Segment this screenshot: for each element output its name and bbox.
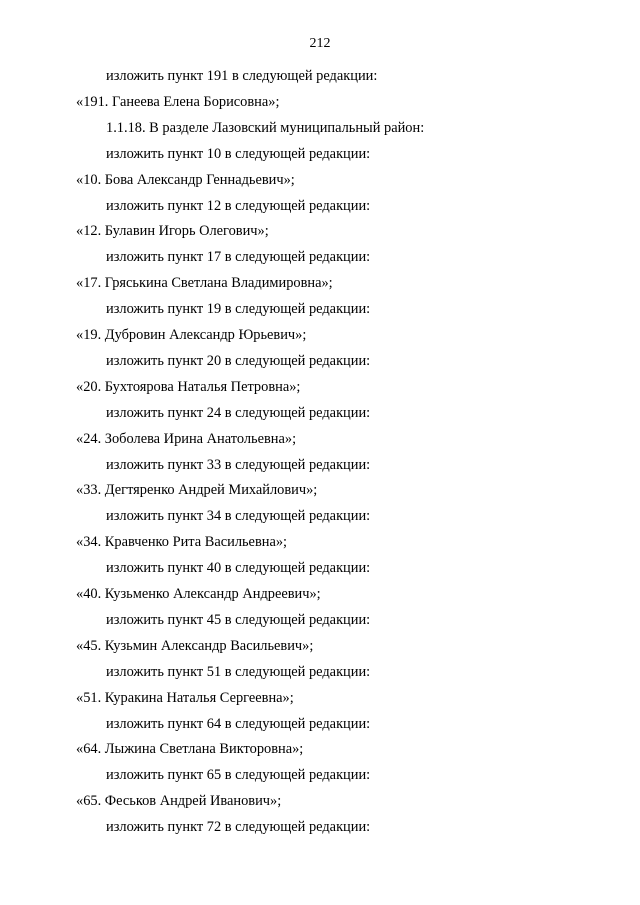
instruction-line: изложить пункт 20 в следующей редакции: xyxy=(106,352,371,369)
entry-line: «45. Кузьмин Александр Васильевич»; xyxy=(76,637,314,654)
instruction-line: изложить пункт 64 в следующей редакции: xyxy=(106,715,371,732)
page-number: 212 xyxy=(309,36,331,51)
instruction-line: изложить пункт 12 в следующей редакции: xyxy=(106,197,371,214)
entry-line: «34. Кравченко Рита Васильевна»; xyxy=(76,534,288,551)
entry-line: «17. Гряськина Светлана Владимировна»; xyxy=(76,275,333,292)
instruction-line: изложить пункт 10 в следующей редакции: xyxy=(106,145,371,162)
instruction-line: 1.1.18. В разделе Лазовский муниципальный район: xyxy=(106,119,425,136)
entry-line: «19. Дубровин Александр Юрьевич»; xyxy=(76,327,307,343)
entry-line: «20. Бухтоярова Наталья Петровна»; xyxy=(76,378,301,395)
instruction-line: изложить пункт 19 в следующей редакции: xyxy=(106,301,371,318)
instruction-line: изложить пункт 40 в следующей редакции: xyxy=(106,560,371,577)
entry-line: «40. Кузьменко Александр Андреевич»; xyxy=(76,586,321,602)
instruction-line: изложить пункт 191 в следующей редакции: xyxy=(106,68,378,84)
entry-line: «65. Феськов Андрей Иванович»; xyxy=(76,793,282,810)
entry-line: «12. Булавин Игорь Олегович»; xyxy=(76,223,269,240)
instruction-line: изложить пункт 17 в следующей редакции: xyxy=(106,249,371,266)
entry-line: «24. Зоболева Ирина Анатольевна»; xyxy=(76,430,297,447)
entry-line: «64. Лыжина Светлана Викторовна»; xyxy=(76,741,304,758)
instruction-line: изложить пункт 65 в следующей редакции: xyxy=(106,767,371,784)
entry-line: «33. Дегтяренко Андрей Михайлович»; xyxy=(76,482,318,499)
instruction-line: изложить пункт 33 в следующей редакции: xyxy=(106,456,371,473)
instruction-line: изложить пункт 34 в следующей редакции: xyxy=(106,508,371,525)
instruction-line: изложить пункт 72 в следующей редакции: xyxy=(106,819,371,836)
entry-line: «51. Куракина Наталья Сергеевна»; xyxy=(76,689,294,706)
instruction-line: изложить пункт 24 в следующей редакции: xyxy=(106,404,371,421)
instruction-line: изложить пункт 51 в следующей редакции: xyxy=(106,663,371,680)
instruction-line: изложить пункт 45 в следующей редакции: xyxy=(106,611,371,628)
entry-line: «191. Ганеева Елена Борисовна»; xyxy=(76,93,280,110)
entry-line: «10. Бова Александр Геннадьевич»; xyxy=(76,171,295,188)
